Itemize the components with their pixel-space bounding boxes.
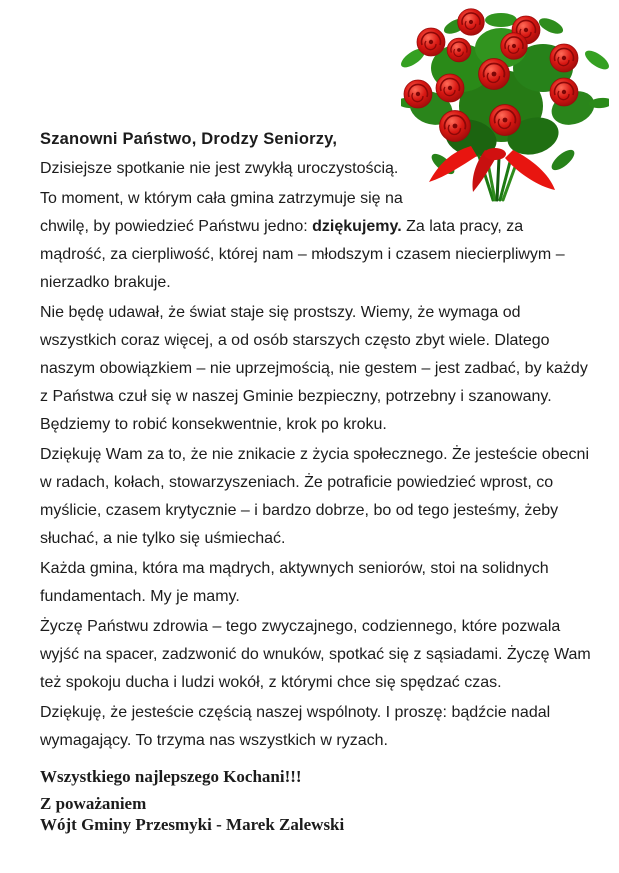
roses-bouquet-image: [401, 8, 609, 204]
paragraph-wishes-health: Życzę Państwu zdrowia – tego zwyczajnego, codziennego, które pozwala wyjść na spacer, zadzwonić do wnuków, spotkać się z sąsiadami. Życzę Wam też spokoju ducha i ludzi wokół, z którymi chce się spędzać czas.: [40, 618, 591, 691]
thanks-text-after: Za lata pracy, za mądrość, za cierpliwość, której nam – młodszym i czasem niecierpliwym – nierzadko brakuje.: [40, 218, 565, 291]
roses-bouquet-graphic: [401, 8, 609, 204]
paragraph-community: Dziękuję, że jesteście częścią naszej wspólnoty. I proszę: bądźcie nadal wymagający. To trzyma nas wszystkich w ryzach.: [40, 704, 551, 749]
signature-block: [40, 793, 593, 835]
paragraph-foundations: Każda gmina, która ma mądrych, aktywnych seniorów, stoi na solidnych fundamentach. My je mamy.: [40, 560, 549, 605]
paragraph-opening: Dzisiejsze spotkanie nie jest zwykłą uroczystością.: [40, 160, 399, 177]
thanks-text-before: To moment, w którym cała gmina zatrzymuje się na chwilę, by powiedzieć Państwu jedno:: [40, 190, 403, 235]
paragraph-social-life: Dziękuję Wam za to, że nie znikacie z życia społecznego. Że jesteście obecni w radach, kołach, stowarzyszeniach. Że potraficie powiedzieć wprost, co myślicie, czasem krytycznie – i bardzo dobrze, bo od tego jesteśmy, żeby słuchać, a nie tylko się uśmiechać.: [40, 446, 589, 547]
paragraph-world: Nie będę udawał, że świat staje się prostszy. Wiemy, że wymaga od wszystkich coraz więcej, a od osób starszych często zbyt wiele. Dlatego naszym obowiązkiem – nie uprzejmością, nie gestem – jest zadbać, by każdy z Państwa czuł się w naszej Gminie bezpieczny, potrzebny i szanowany. Będziemy to robić konsekwentnie, krok po kroku.: [40, 304, 588, 433]
closing-line: Z poważaniem: [40, 794, 147, 813]
signer-line: Wójt Gminy Przesmyki - Marek Zalewski: [40, 815, 345, 834]
salutation: Szanowni Państwo, Drodzy Seniorzy,: [40, 130, 338, 148]
thanks-bold-word: dziękujemy.: [312, 218, 402, 235]
best-wishes-line: Wszystkiego najlepszego Kochani!!!: [40, 767, 302, 786]
